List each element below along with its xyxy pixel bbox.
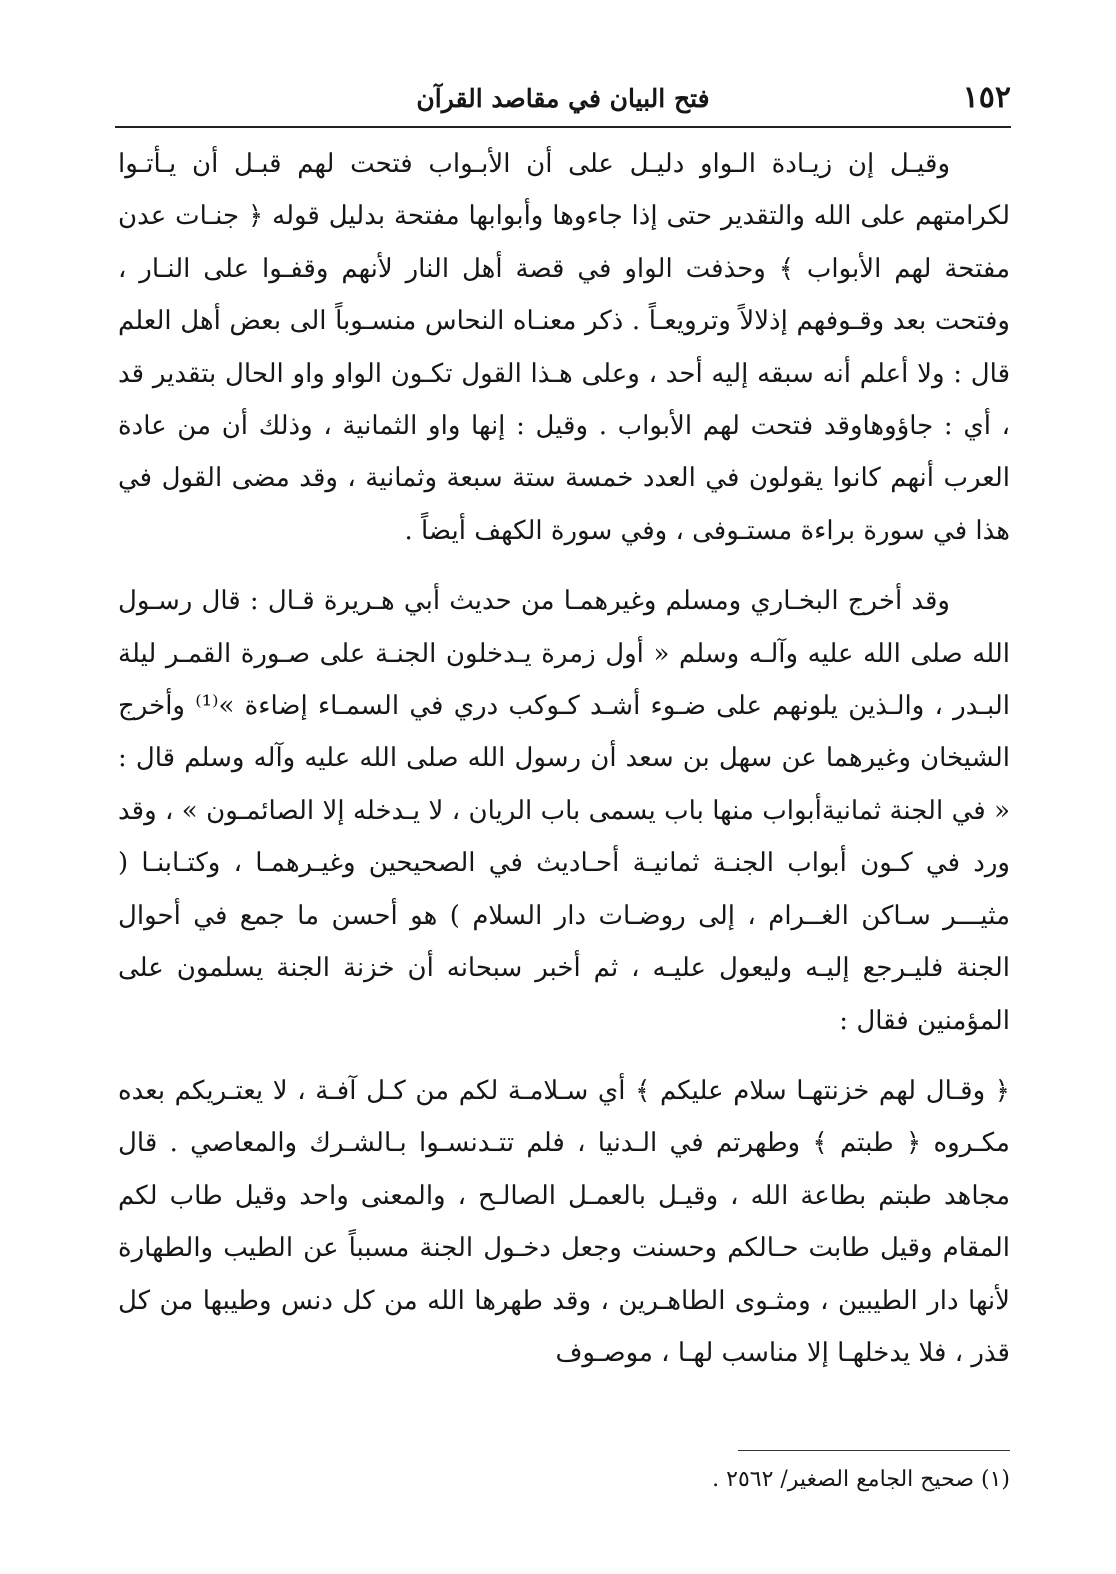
body-text [118,138,1010,1379]
footnote: (١) صحيح الجامع الصغير/ ٢٥٦٢ . [712,1467,1010,1492]
paragraph-2: وقد أخرج البخـاري ومسلم وغيرهمـا من حديث أبي هـريرة قـال : قال رسـول الله صلى الله عليه وآلـه وسلم « أول زمرة يـدخلون الجنـة على صـورة القمـر ليلة البـدر ، والـذين يلونهم على ضـوء أشـد كـوكب دري في السمـاء إضاءة »⁽¹⁾ وأخرج الشيخان وغيرهما عن سهل بن سعد أن رسول الله صلى الله عليه وآله وسلم قال : « في الجنة ثمانيةأبواب منها باب يسمى باب الريان ، لا يـدخله إلا الصائمـون » ، وقد ورد في كـون أبواب الجنـة ثمانيـة أحـاديث في الصحيحين وغيـرهمـا ، وكتـابنـا ( مثيـــر سـاكن الغــرام ، إلى روضـات دار السلام ) هو أحسن ما جمع في أحوال الجنة فليـرجع إليـه وليعول عليـه ، ثم أخبر سبحانه أن خزنة الجنة يسلمون على المؤمنين فقال : [118,586,1010,1036]
header-rule [115,126,1011,128]
paragraph-3: ﴿ وقـال لهم خزنتهـا سلام عليكم ﴾ أي سـلامـة لكم من كـل آفـة ، لا يعتـريكم بعده مكـروه ﴿ طبتم ﴾ وطهرتم في الـدنيا ، فلم تتـدنسـوا بـالشـرك والمعاصي . قال مجاهد طبتم بطاعة الله ، وقيـل بالعمـل الصالـح ، والمعنى واحد وقيل طاب لكم المقام وقيل طابت حـالكم وحسنت وجعل دخـول الجنة مسبباً عن الطيب والطهارة لأنها دار الطيبين ، ومثـوى الطاهـرين ، وقد طهرها الله من كل دنس وطيبها من كل قذر ، فلا يدخلهـا إلا مناسب لهـا ، موصـوف [118,1075,1010,1368]
paragraph-1: وقيـل إن زيـادة الـواو دليـل على أن الأبـواب فتحت لهم قبـل أن يـأتـوا لكرامتهم على الله والتقدير حتى إذا جاءوها وأبوابها مفتحة بدليل قوله ﴿ جنـات عدن مفتحة لهم الأبواب ﴾ وحذفت الواو في قصة أهل النار لأنهم وقفـوا على النـار ، وفتحت بعد وقـوفهم إذلالاً وترويعـاً . ذكر معنـاه النحاس منسـوباً الى بعض أهل العلم قال : ولا أعلم أنه سبقه إليه أحد ، وعلى هـذا القول تكـون الواو واو الحال بتقدير قد ، أي : جاؤوهاوقد فتحت لهم الأبواب . وقيل : إنها واو الثمانية ، وذلك أن من عادة العرب أنهم كانوا يقولون في العدد خمسة ستة سبعة وثمانية ، وقد مضى القول في هذا في سورة براءة مستـوفى ، وفي سورة الكهف أيضاً . [118,149,1011,546]
page-number: ١٥٢ [962,80,1011,115]
footnote-rule [738,1450,1010,1451]
running-title: فتح البيان في مقاصد القرآن [416,84,710,113]
page-header [115,78,1011,122]
